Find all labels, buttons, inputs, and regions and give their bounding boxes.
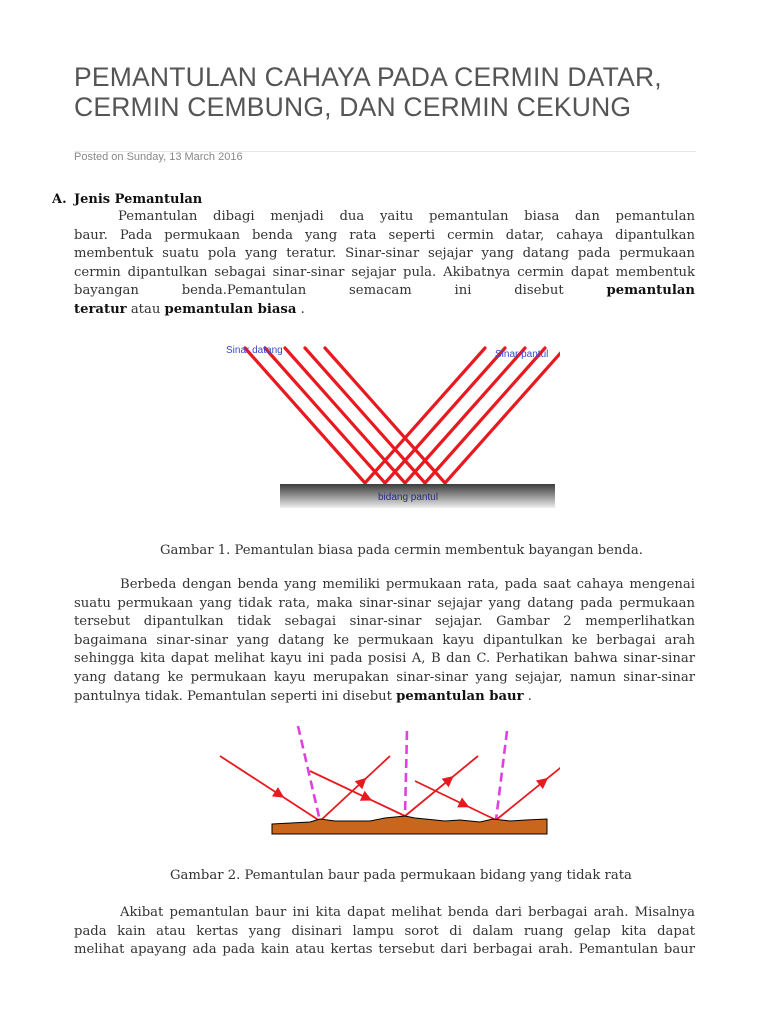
paragraph-line: bagaimana sinar-sinar yang datang ke permukaan kayu dipantulkan ke berbagai arah xyxy=(74,632,695,648)
figure1-caption: Gambar 1. Pemantulan biasa pada cermin membentuk bayangan benda. xyxy=(160,543,643,558)
paragraph-line: melihat apayang ada pada kain atau kertas tersebut dari berbagai arah. Pemantulan baur xyxy=(74,942,695,958)
figure-diffuse-reflection xyxy=(210,726,560,844)
figure-regular-reflection xyxy=(200,338,560,518)
label-reflecting-surface: bidang pantul xyxy=(378,492,439,503)
paragraph-line: cermin dipantulkan sebagai sinar-sinar sejajar pula. Akibatnya cermin dapat membentuk xyxy=(74,264,695,280)
post-title: PEMANTULAN CAHAYA PADA CERMIN DATAR, CERMIN CEMBUNG, DAN CERMIN CEKUNG xyxy=(74,62,662,122)
light-rays xyxy=(220,756,560,821)
section-title: Jenis Pemantulan xyxy=(74,192,203,207)
rough-surface xyxy=(272,816,547,834)
term-bold: pemantulan biasa xyxy=(164,301,297,317)
incoming-ray xyxy=(220,756,320,821)
reflected-ray xyxy=(496,756,560,820)
term-bold: pemantulan baur xyxy=(396,688,524,704)
light-rays xyxy=(245,348,560,483)
paragraph-line-with-term xyxy=(74,301,695,320)
label-incoming-ray: Sinar datang xyxy=(226,345,283,356)
ray-arrowhead xyxy=(272,787,284,798)
ray-arrowhead xyxy=(442,776,454,787)
paragraph-line: yang datang ke permukaan kayu merupakan sinar-sinar yang sejajar, namun sinar-sinar xyxy=(74,669,695,685)
paragraph-line: Pemantulan dibagi menjadi dua yaitu pemantulan biasa dan pemantulan xyxy=(118,209,695,224)
section-letter: A. xyxy=(52,192,67,207)
paragraph-text: pantulnya tidak. Pemantulan seperti ini disebut xyxy=(74,688,392,704)
paragraph-text: . xyxy=(300,301,305,317)
normal-line xyxy=(405,731,407,816)
paragraph-line: sehingga kita dapat melihat kayu ini pada posisi A, B dan C. Perhatikan bahwa sinar-sinar xyxy=(74,651,695,667)
paragraph-line-with-term xyxy=(74,688,695,707)
paragraph-jenis-pemantulan xyxy=(74,208,695,320)
paragraph-line: tersebut dipantulkan tidak sebagai sinar-sinar sejajar. Gambar 2 memperlihatkan xyxy=(74,614,695,630)
paragraph-line: pada kain atau kertas yang disinari lampu sorot di dalam ruang gelap kita dapat xyxy=(74,923,695,939)
paragraph-line: suatu permukaan yang tidak rata, maka sinar-sinar sejajar yang datang pada permukaan xyxy=(74,595,695,611)
paragraph-line: baur. Pada permukaan benda yang rata seperti cermin datar, cahaya dipantulkan xyxy=(74,227,695,243)
post-date: Posted on Sunday, 13 March 2016 xyxy=(74,151,243,163)
ray-arrowhead xyxy=(536,778,548,789)
term-bold: pemantulan xyxy=(606,283,695,299)
normal-line xyxy=(496,731,507,820)
paragraph-text: atau xyxy=(130,301,161,317)
section-heading xyxy=(52,192,202,207)
normal-lines xyxy=(298,726,507,821)
reflected-ray xyxy=(320,756,390,821)
paragraph-text: . xyxy=(527,688,532,704)
paragraph-line-with-term xyxy=(74,282,695,301)
figure2-caption: Gambar 2. Pemantulan baur pada permukaan bidang yang tidak rata xyxy=(170,868,632,883)
paragraph-line: Berbeda dengan benda yang memiliki permukaan rata, pada saat cahaya mengenai xyxy=(120,577,695,592)
label-reflected-ray: Sinar pantul xyxy=(495,349,549,360)
reflected-ray xyxy=(445,348,560,483)
paragraph-text: bayangan benda.Pemantulan semacam ini disebut xyxy=(74,283,564,299)
paragraph-pemantulan-baur xyxy=(74,576,695,706)
paragraph-line: Akibat pemantulan baur ini kita dapat melihat benda dari berbagai arah. Misalnya xyxy=(120,905,695,920)
incoming-ray xyxy=(310,771,405,816)
paragraph-line: membentuk suatu pola yang teratur. Sinar-sinar sejajar yang datang pada permukaan xyxy=(74,246,695,262)
incoming-ray xyxy=(415,781,496,820)
term-bold: teratur xyxy=(74,301,127,317)
paragraph-akibat-pemantulan-baur xyxy=(74,904,695,960)
